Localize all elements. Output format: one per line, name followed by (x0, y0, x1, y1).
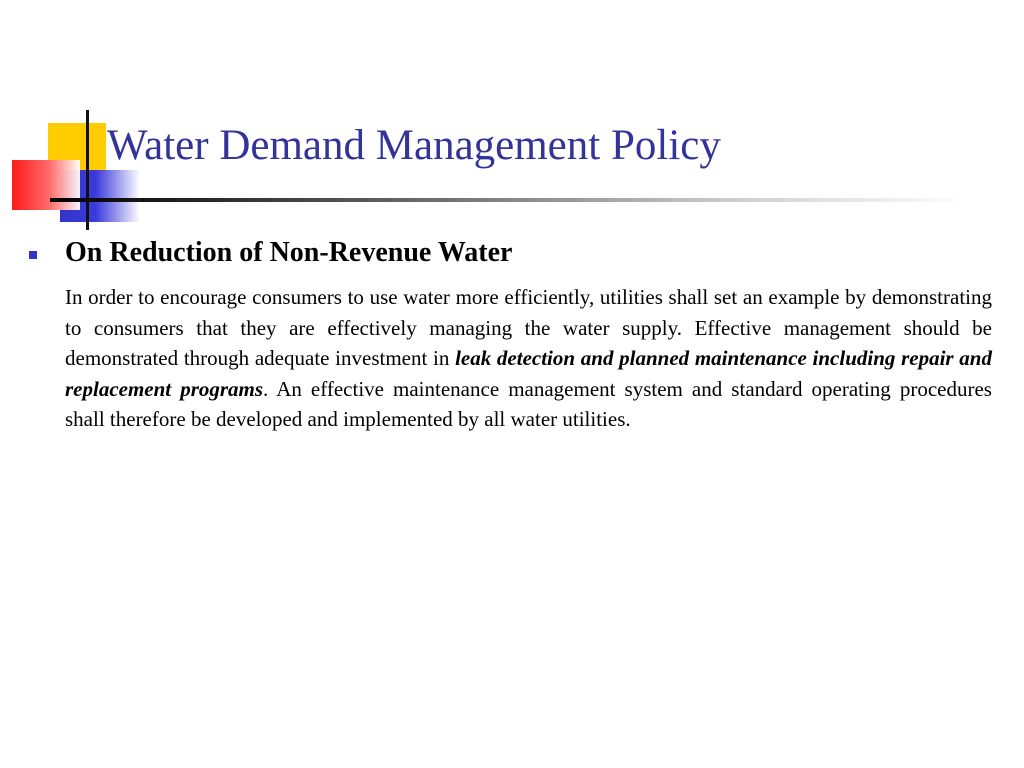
slide-title: Water Demand Management Policy (107, 122, 721, 169)
title-underline-rule (50, 198, 970, 202)
body-paragraph (65, 282, 992, 435)
logo-vertical-line (86, 110, 89, 230)
logo-red-square (12, 160, 80, 210)
bullet-heading: On Reduction of Non-Revenue Water (65, 237, 513, 268)
body-text-part-1: In order to encourage consumers to use water more efficiently, utilities shall set an example by demonstrating to consumers that they are effectively managing the water supply. Effective management should be demonstrated through adequate investment in (65, 285, 992, 371)
bullet-square-icon (29, 251, 37, 259)
body-text-emphasis: leak detection and planned maintenance including repair and replacement programs (65, 346, 992, 401)
body-text-part-2: . An effective maintenance management system and standard operating procedures shall therefore be developed and implemented by all water utilities. (65, 376, 992, 432)
